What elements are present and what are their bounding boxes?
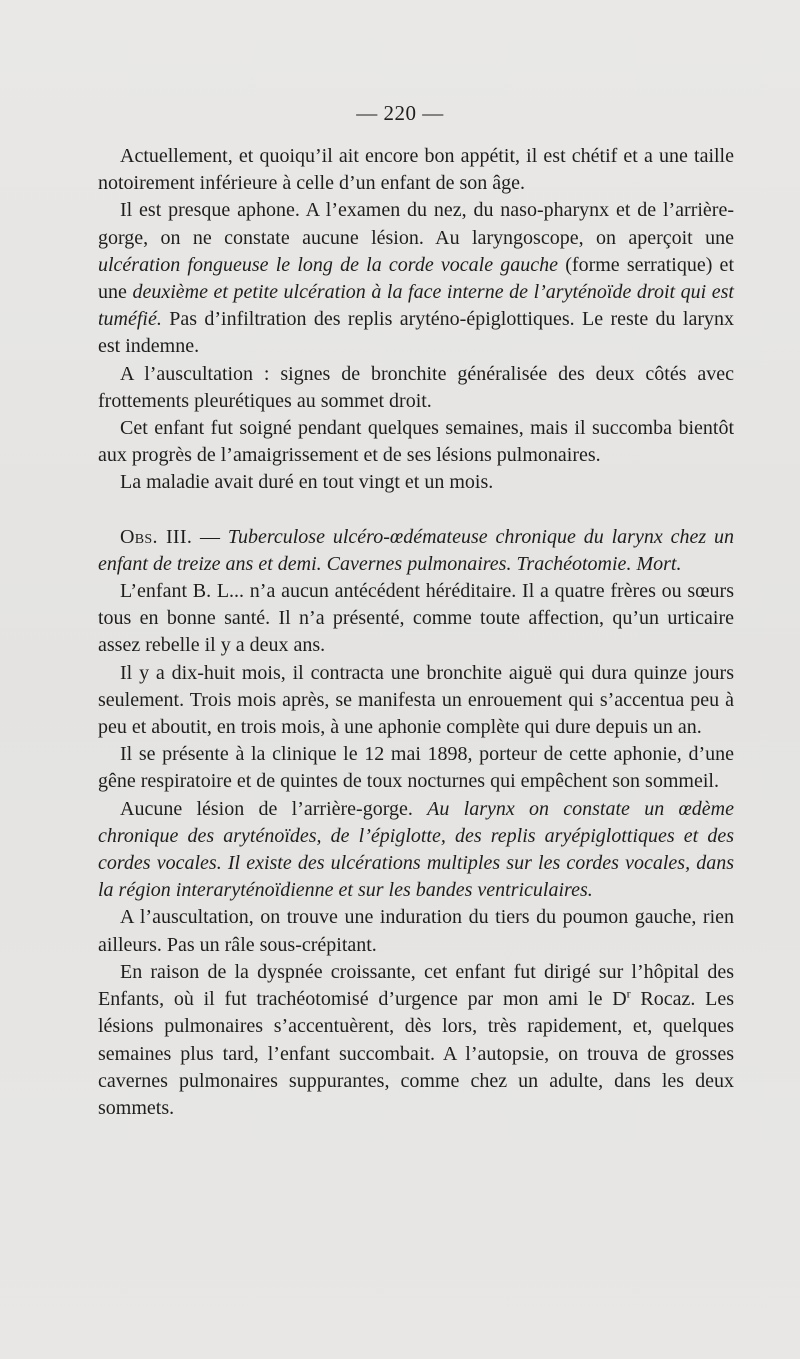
paragraph-clinic-visit	[98, 741, 734, 795]
text-segment: En raison de la dyspnée croissante, cet enfant fut dirigé sur l’hôpital des Enfants, où il fut trachéotomisé d’urgence par mon ami le D	[98, 960, 734, 1011]
paragraph-auscultation	[98, 361, 734, 415]
paragraph-tracheotomy	[98, 959, 734, 1122]
text-segment: A l’auscultation, on trouve une induration du tiers du poumon gauche, rien ailleurs. Pas un râle sous-crépitant.	[98, 906, 734, 956]
superscript-r: r	[626, 986, 631, 1001]
text-segment: Aucune lésion de l’arrière-gorge.	[120, 797, 428, 820]
paragraph-history	[98, 578, 734, 660]
text-segment: Pas d’infiltration des replis aryténo-épiglottiques. Le reste du larynx est indemne.	[98, 308, 734, 358]
text-segment: Il y a dix-huit mois, il contracta une bronchite aiguë qui dura quinze jours seulement. Trois mois après, se manifesta un enrouement qui s’accentua peu à peu et aboutit, en trois mois, à une aphonie complète qui dure depuis un an.	[98, 661, 734, 739]
text-segment: Cet enfant fut soigné pendant quelques semaines, mais il succomba bientôt aux progrès de l’amaigrissement et de ses lésions pulmonaires.	[98, 417, 734, 467]
text-segment: Actuellement, et quoiqu’il ait encore bon appétit, il est chétif et a une taille notoirement inférieure à celle d’un enfant de son âge.	[98, 145, 734, 195]
paragraph-duration	[98, 469, 734, 496]
observation-title: Tuberculose ulcéro-œdémateuse chronique du larynx chez un enfant de treize ans et demi. Cavernes pulmonaires. Trachéotomie. Mort.	[98, 525, 735, 575]
text-segment: (forme serratique) et une	[98, 253, 734, 304]
paragraph-outcome	[98, 415, 734, 469]
paragraph-larynx-findings	[98, 796, 734, 905]
paragraph-onset	[98, 660, 734, 742]
text-segment: Il est presque aphone. A l’examen du nez, du naso-pharynx et de l’arrière-gorge, on ne constate aucune lésion. Au laryngoscope, on aperçoit une	[98, 199, 734, 249]
text-segment: Rocaz. Les lésions pulmonaires s’accentuèrent, dès lors, très rapidement, et, quelques semaines plus tard, l’enfant succombait. A l’autopsie, on trouva de grosses cavernes pulmonaires suppurantes, comme chez un adulte, dans les deux sommets.	[98, 988, 734, 1119]
text-segment: La maladie avait duré en tout vingt et un mois.	[120, 471, 494, 494]
observation-heading	[98, 524, 734, 578]
observation-label: Obs. III.	[120, 525, 193, 548]
italic-text-segment: deuxième et petite ulcération à la face interne de l’aryténoïde droit qui est tuméfié.	[98, 281, 734, 331]
paragraph-laryngoscope-exam	[98, 197, 734, 360]
paragraph-auscultation-2	[98, 904, 734, 958]
paragraph-current-state	[98, 143, 734, 197]
italic-text-segment: ulcération fongueuse le long de la corde vocale gauche	[98, 253, 559, 276]
body-text	[98, 143, 734, 1122]
text-segment: —	[192, 525, 228, 548]
text-segment: Il se présente à la clinique le 12 mai 1898, porteur de cette aphonie, d’une gêne respiratoire et de quintes de toux nocturnes qui empêchent son sommeil.	[98, 743, 734, 793]
text-segment: A l’auscultation : signes de bronchite généralisée des deux côtés avec frottements pleurétiques au sommet droit.	[98, 362, 734, 412]
italic-text-segment: Au larynx on constate un œdème chronique des aryténoïdes, de l’épiglotte, des replis aryépiglottiques et des cordes vocales. Il existe des ulcérations multiples sur les cordes vocales, dans la région interaryténoïdienne et sur les bandes ventriculaires.	[98, 797, 734, 902]
text-segment: L’enfant B. L... n’a aucun antécédent héréditaire. Il a quatre frères ou sœurs tous en bonne santé. Il n’a présenté, comme toute affection, qu’un urticaire assez rebelle il y a deux ans.	[98, 580, 734, 657]
page-number: — 220 —	[356, 101, 444, 125]
